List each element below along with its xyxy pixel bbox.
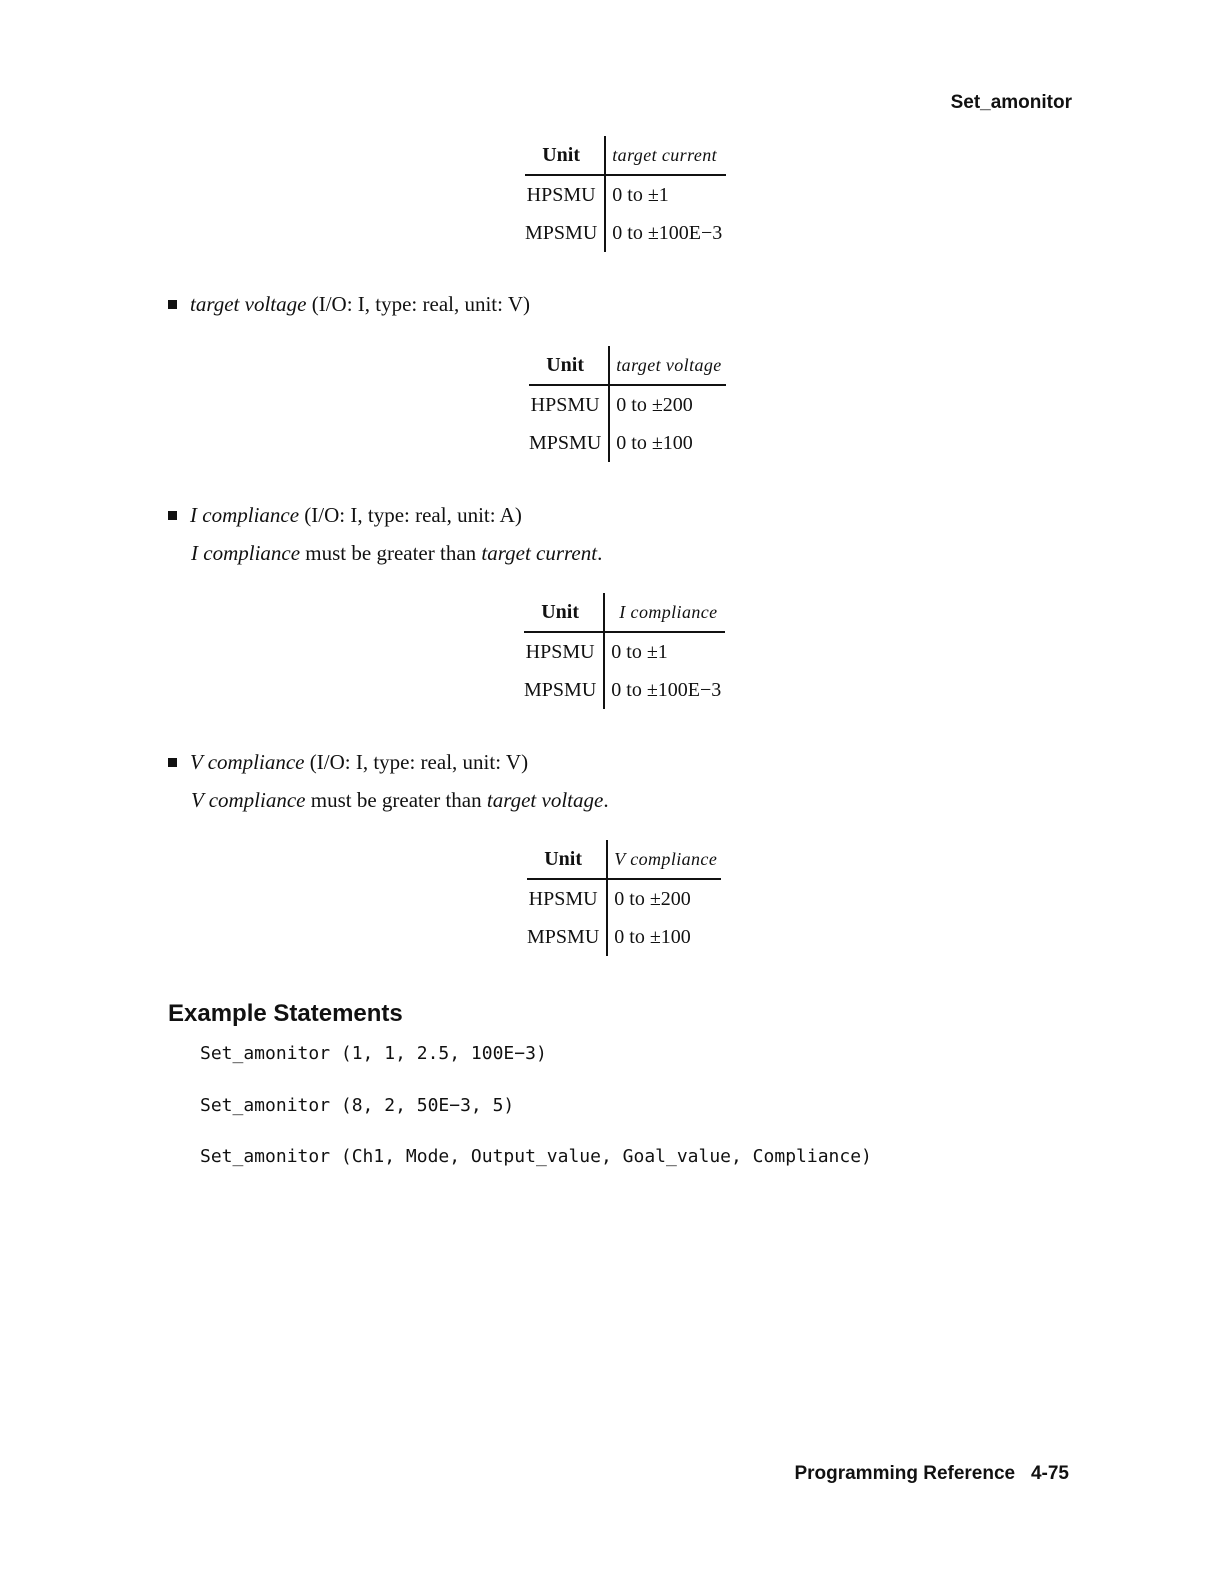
unit-cell: HPSMU (524, 632, 604, 671)
range-cell: 0 to ±100E−3 (612, 222, 723, 244)
range-cell: 0 to ±100E−3 (611, 679, 722, 701)
table-row (529, 385, 726, 424)
desc-object: target current (481, 541, 598, 565)
desc-object: target voltage (486, 788, 604, 812)
unit-cell: MPSMU (527, 918, 607, 956)
table-header-row (527, 840, 721, 879)
table-row (525, 214, 726, 252)
unit-cell: MPSMU (525, 214, 605, 252)
table-row (524, 671, 725, 709)
param-name: I compliance (190, 503, 300, 527)
unit-cell: HPSMU (529, 385, 609, 424)
unit-column-header: Unit (527, 840, 607, 879)
table-row (525, 175, 726, 214)
range-cell: 0 to ±200 (616, 394, 693, 416)
table-header-row (524, 593, 725, 632)
i-compliance-column-header: I compliance (604, 593, 725, 632)
page-number: 4-75 (1030, 1463, 1069, 1484)
running-title: Set_amonitor (950, 92, 1072, 113)
v-compliance-column-header: V compliance (607, 840, 721, 879)
range-cell: 0 to ±1 (611, 641, 668, 663)
desc-text: must be greater than (310, 788, 482, 812)
table-row (527, 918, 721, 956)
table-row (527, 879, 721, 918)
example-code-line: Set_amonitor (8, 2, 50E−3, 5) (200, 1095, 515, 1116)
bullet-icon (168, 300, 177, 309)
table-header-row (529, 346, 726, 385)
table-row (524, 632, 725, 671)
v-compliance-table (527, 840, 721, 956)
example-code-line: Set_amonitor (1, 1, 2.5, 100E−3) (200, 1043, 547, 1064)
range-cell: 0 to ±200 (614, 888, 691, 910)
page-footer (794, 1463, 1069, 1485)
unit-column-header: Unit (525, 136, 605, 175)
target-voltage-column-header: target voltage (609, 346, 725, 385)
param-spec: (I/O: I, type: real, unit: A) (304, 503, 522, 527)
example-code-line: Set_amonitor (Ch1, Mode, Output_value, Goal_value, Compliance) (200, 1146, 872, 1167)
target-current-table (525, 136, 726, 252)
v-compliance-description: V compliance must be greater than target voltage. (191, 788, 609, 812)
param-target-voltage (168, 292, 530, 317)
unit-cell: HPSMU (525, 175, 605, 214)
i-compliance-description: I compliance must be greater than target current. (191, 541, 603, 565)
param-v-compliance (168, 750, 528, 775)
desc-subject: I compliance (191, 541, 301, 565)
range-cell: 0 to ±1 (612, 184, 669, 206)
param-i-compliance (168, 503, 522, 528)
bullet-icon (168, 758, 177, 767)
target-current-column-header: target current (605, 136, 726, 175)
bullet-icon (168, 511, 177, 520)
unit-cell: HPSMU (527, 879, 607, 918)
param-spec: (I/O: I, type: real, unit: V) (311, 292, 531, 316)
desc-text: must be greater than (305, 541, 477, 565)
unit-column-header: Unit (524, 593, 604, 632)
unit-cell: MPSMU (529, 424, 609, 462)
table-header-row (525, 136, 726, 175)
range-cell: 0 to ±100 (616, 432, 693, 454)
range-cell: 0 to ±100 (614, 926, 691, 948)
param-spec: (I/O: I, type: real, unit: V) (309, 750, 529, 774)
param-name: V compliance (190, 750, 305, 774)
unit-cell: MPSMU (524, 671, 604, 709)
target-voltage-table (529, 346, 726, 462)
footer-section: Programming Reference (794, 1463, 1016, 1484)
example-statements-heading: Example Statements (168, 1000, 403, 1027)
param-name: target voltage (190, 292, 307, 316)
desc-subject: V compliance (191, 788, 306, 812)
i-compliance-table (524, 593, 725, 709)
table-row (529, 424, 726, 462)
unit-column-header: Unit (529, 346, 609, 385)
